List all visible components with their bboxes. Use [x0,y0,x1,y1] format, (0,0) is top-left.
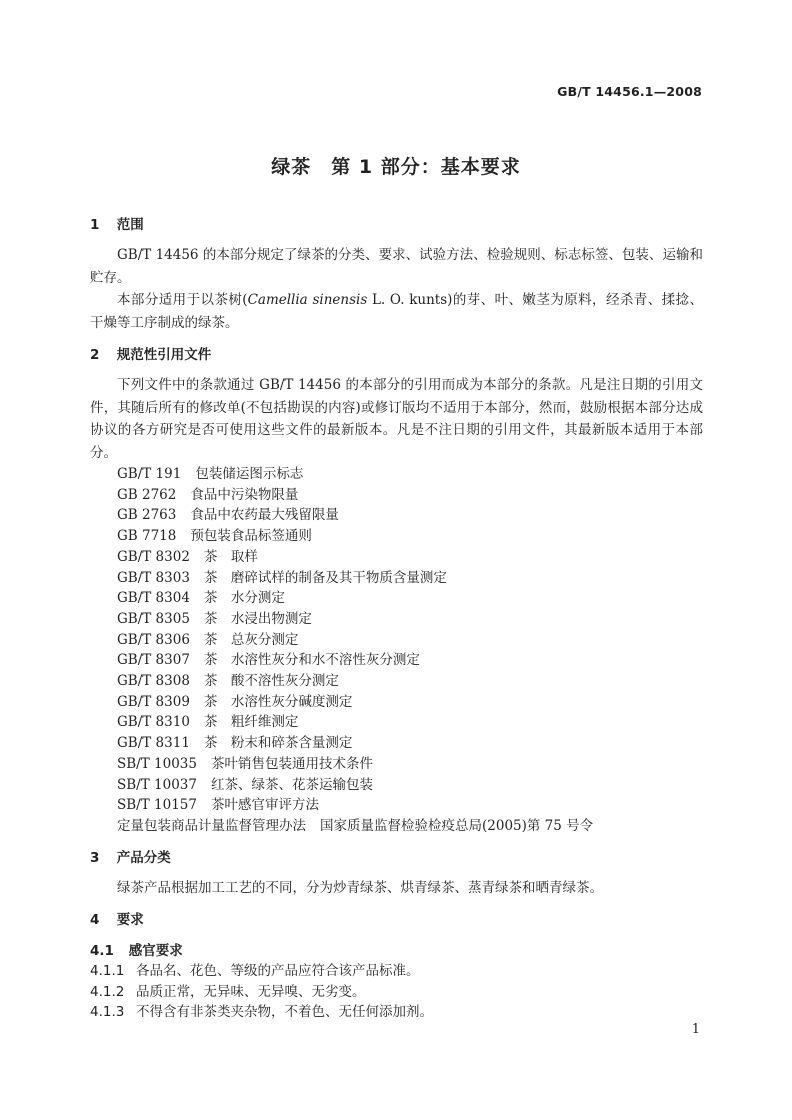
species-latin-name: Camellia sinensis [247,292,368,308]
scope-text-before: 本部分适用于以茶树( [117,292,248,308]
reference-item: SB/T 10157 茶叶感官审评方法 [117,797,319,814]
section-number: 4 [90,912,100,929]
reference-item: GB 7718 预包装食品标签通则 [117,528,312,545]
section-1-heading [90,214,703,236]
reference-item: GB/T 8303 茶 磨碎试样的制备及其干物质含量测定 [117,569,447,586]
reference-item: SB/T 10035 茶叶销售包装通用技术条件 [117,755,373,772]
page-number: 1 [691,1022,700,1037]
reference-item: 定量包装商品计量监督管理办法 国家质量监督检验检疫总局(2005)第 75 号令 [117,817,594,834]
section-title: 规范性引用文件 [116,347,212,363]
subsection-4-1-heading [90,941,703,961]
scope-paragraph-2 [90,289,703,334]
scope-text-after: L. O. kunts)的芽、叶、嫩茎为原料，经杀青、揉捻、干燥等工序制成的绿茶。 [90,292,703,331]
section-2-heading [90,344,703,366]
reference-item: SB/T 10037 红茶、绿茶、花茶运输包装 [117,776,373,793]
classification-paragraph: 绿茶产品根据加工工艺的不同，分为炒青绿茶、烘青绿茶、蒸青绿茶和晒青绿茶。 [117,879,603,896]
section-4-heading [90,909,703,931]
reference-item: GB/T 8307 茶 水溶性灰分和水不溶性灰分测定 [117,652,420,669]
clause-4-1-2: 4.1.2 品质正常，无异味、无异嗅、无劣变。 [90,983,366,1000]
reference-item: GB/T 8311 茶 粉末和碎茶含量测定 [117,735,353,752]
reference-item: GB/T 8308 茶 酸不溶性灰分测定 [117,673,339,690]
reference-item: GB/T 8304 茶 水分测定 [117,590,285,607]
reference-item: GB/T 8302 茶 取样 [117,548,258,565]
references-intro-paragraph: 下列文件中的条款通过 GB/T 14456 的本部分的引用而成为本部分的条款。凡是注日期的引用文件，其随后所有的修改单(不包括勘误的内容)或修订版均不适用于本部分，然而，鼓励根据本部分达成协议的各方研究是否可使用这些文件的最新版本。凡是不注日期的引用文件，其最新版本适用于本部分。 [90,377,703,461]
reference-item: GB/T 8305 茶 水浸出物测定 [117,610,312,627]
subsection-number: 4.1 [90,943,114,960]
section-number: 1 [90,217,100,233]
clause-4-1-1: 4.1.1 各品名、花色、等级的产品应符合该产品标准。 [90,963,420,980]
document-title: 绿茶 第 1 部分：基本要求 [271,156,521,178]
section-number: 3 [90,849,100,866]
section-title: 范围 [116,217,144,233]
standard-code-header: GB/T 14456.1—2008 [557,84,702,99]
reference-item: GB/T 191 包装储运图示标志 [117,466,304,482]
section-number: 2 [90,347,100,363]
reference-item: GB/T 8306 茶 总灰分测定 [117,631,299,648]
reference-item: GB/T 8309 茶 水溶性灰分碱度测定 [117,693,353,710]
subsection-title: 感官要求 [128,943,183,960]
section-title: 要求 [116,912,144,929]
section-title: 产品分类 [116,849,171,866]
clause-4-1-3: 4.1.3 不得含有非茶类夹杂物，不着色、无任何添加剂。 [90,1004,433,1021]
section-3-heading [90,847,703,869]
scope-paragraph-1: GB/T 14456 的本部分规定了绿茶的分类、要求、试验方法、检验规则、标志标签、包装、运输和贮存。 [90,247,703,286]
reference-item: GB 2763 食品中农药最大残留限量 [117,507,339,524]
document-body [90,214,703,1023]
reference-item: GB 2762 食品中污染物限量 [117,486,299,503]
reference-item: GB/T 8310 茶 粗纤维测定 [117,714,299,731]
reference-list [90,464,703,837]
